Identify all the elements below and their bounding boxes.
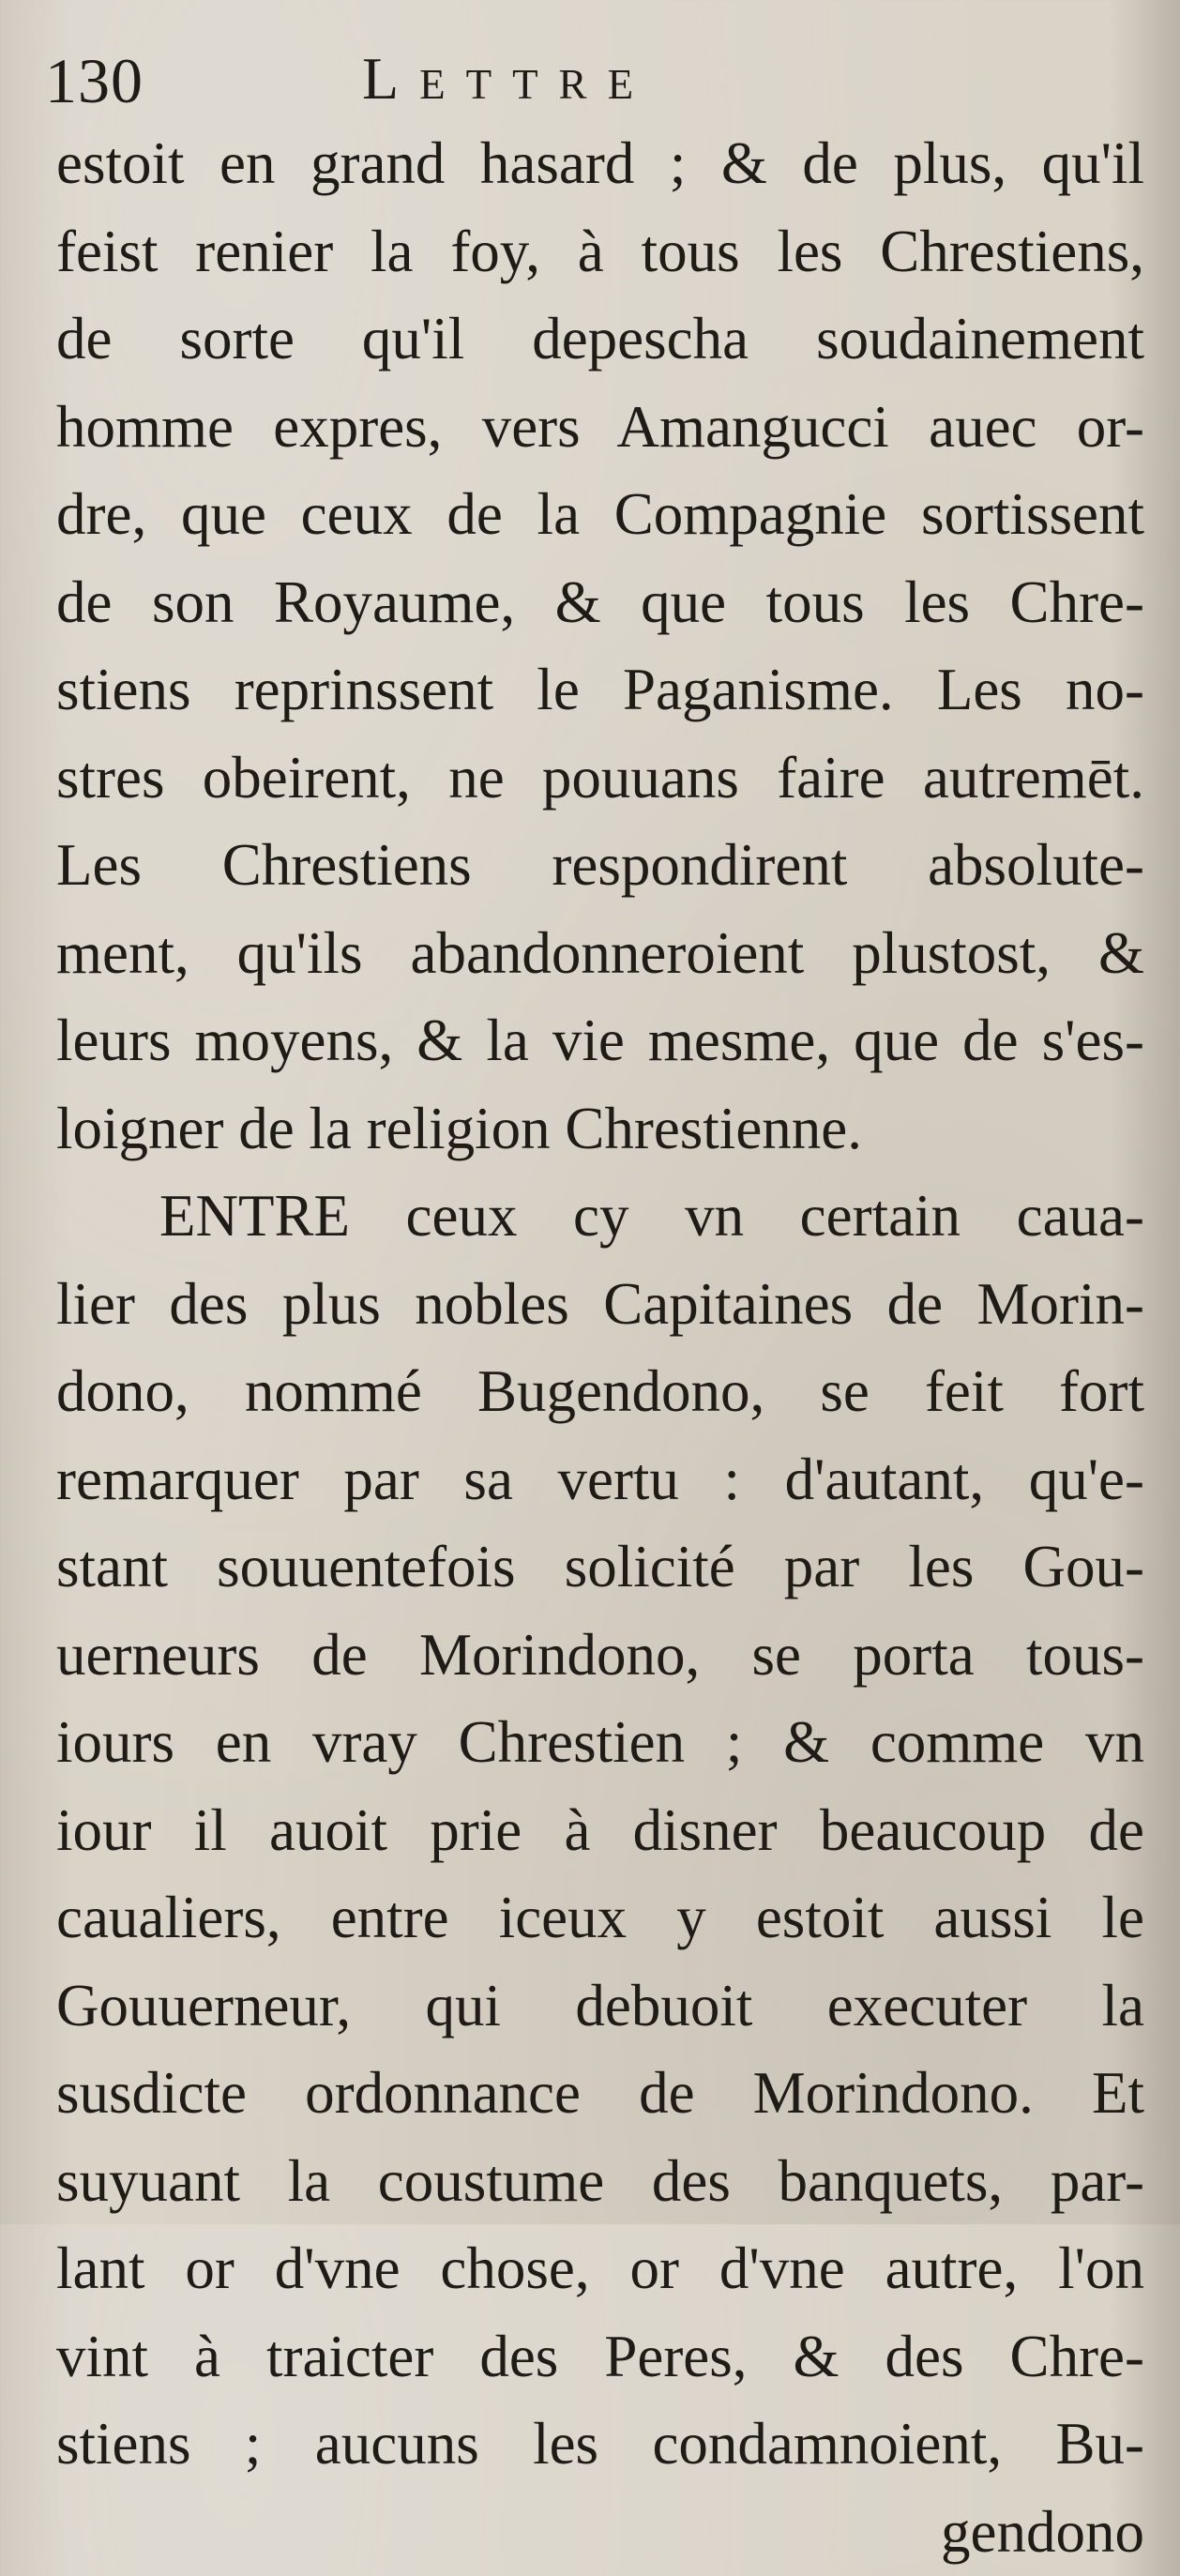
- text-line: lant or d'vne chose, or d'vne autre, l'on: [56, 2225, 1144, 2313]
- catchword: gendono: [56, 2489, 1144, 2576]
- text-line: lier des plus nobles Capitaines de Morin-: [56, 1261, 1144, 1349]
- running-head: Lettre: [362, 49, 654, 109]
- paragraph-start-line: ENTRE ceux cy vn certain caua-: [56, 1173, 1144, 1261]
- page-number: 130: [45, 49, 144, 113]
- text-line: suyuant la coustume des banquets, par-: [56, 2138, 1144, 2226]
- text-line: leurs moyens, & la vie mesme, que de s'es-: [56, 997, 1144, 1085]
- text-line: stres obeirent, ne pouuans faire autremēt.: [56, 735, 1144, 823]
- text-line: dre, que ceux de la Compagnie sortissent: [56, 471, 1144, 559]
- text-line: stiens ; aucuns les condamnoient, Bu-: [56, 2401, 1144, 2489]
- text-line: Gouuerneur, qui debuoit executer la: [56, 1962, 1144, 2051]
- text-line: iour il auoit prie à disner beaucoup de: [56, 1787, 1144, 1875]
- text-line: iours en vray Chrestien ; & comme vn: [56, 1699, 1144, 1787]
- text-line: de son Royaume, & que tous les Chre-: [56, 559, 1144, 647]
- text-line: homme expres, vers Amangucci auec or-: [56, 384, 1144, 472]
- text-line: stant souuentefois solicité par les Gou-: [56, 1523, 1144, 1612]
- text-line: uerneurs de Morindono, se porta tous-: [56, 1612, 1144, 1700]
- text-line: stiens reprinssent le Paganisme. Les no-: [56, 646, 1144, 735]
- text-line: de sorte qu'il depescha soudainement: [56, 295, 1144, 384]
- text-line: ment, qu'ils abandonneroient plustost, &: [56, 910, 1144, 998]
- paragraph-end-line: loigner de la religion Chrestienne.: [56, 1085, 1144, 1174]
- text-line: feist renier la foy, à tous les Chrestiens,: [56, 208, 1144, 296]
- text-line: remarquer par sa vertu : d'autant, qu'e-: [56, 1436, 1144, 1524]
- text-line: estoit en grand hasard ; & de plus, qu'il: [56, 120, 1144, 208]
- text-line: dono, nommé Bugendono, se feit fort: [56, 1348, 1144, 1436]
- text-line: Les Chrestiens respondirent absolute-: [56, 822, 1144, 910]
- text-line: susdicte ordonnance de Morindono. Et: [56, 2050, 1144, 2138]
- text-line: vint à traicter des Peres, & des Chre-: [56, 2313, 1144, 2402]
- text-line: caualiers, entre iceux y estoit aussi le: [56, 1874, 1144, 1962]
- body-text: [56, 120, 1144, 2576]
